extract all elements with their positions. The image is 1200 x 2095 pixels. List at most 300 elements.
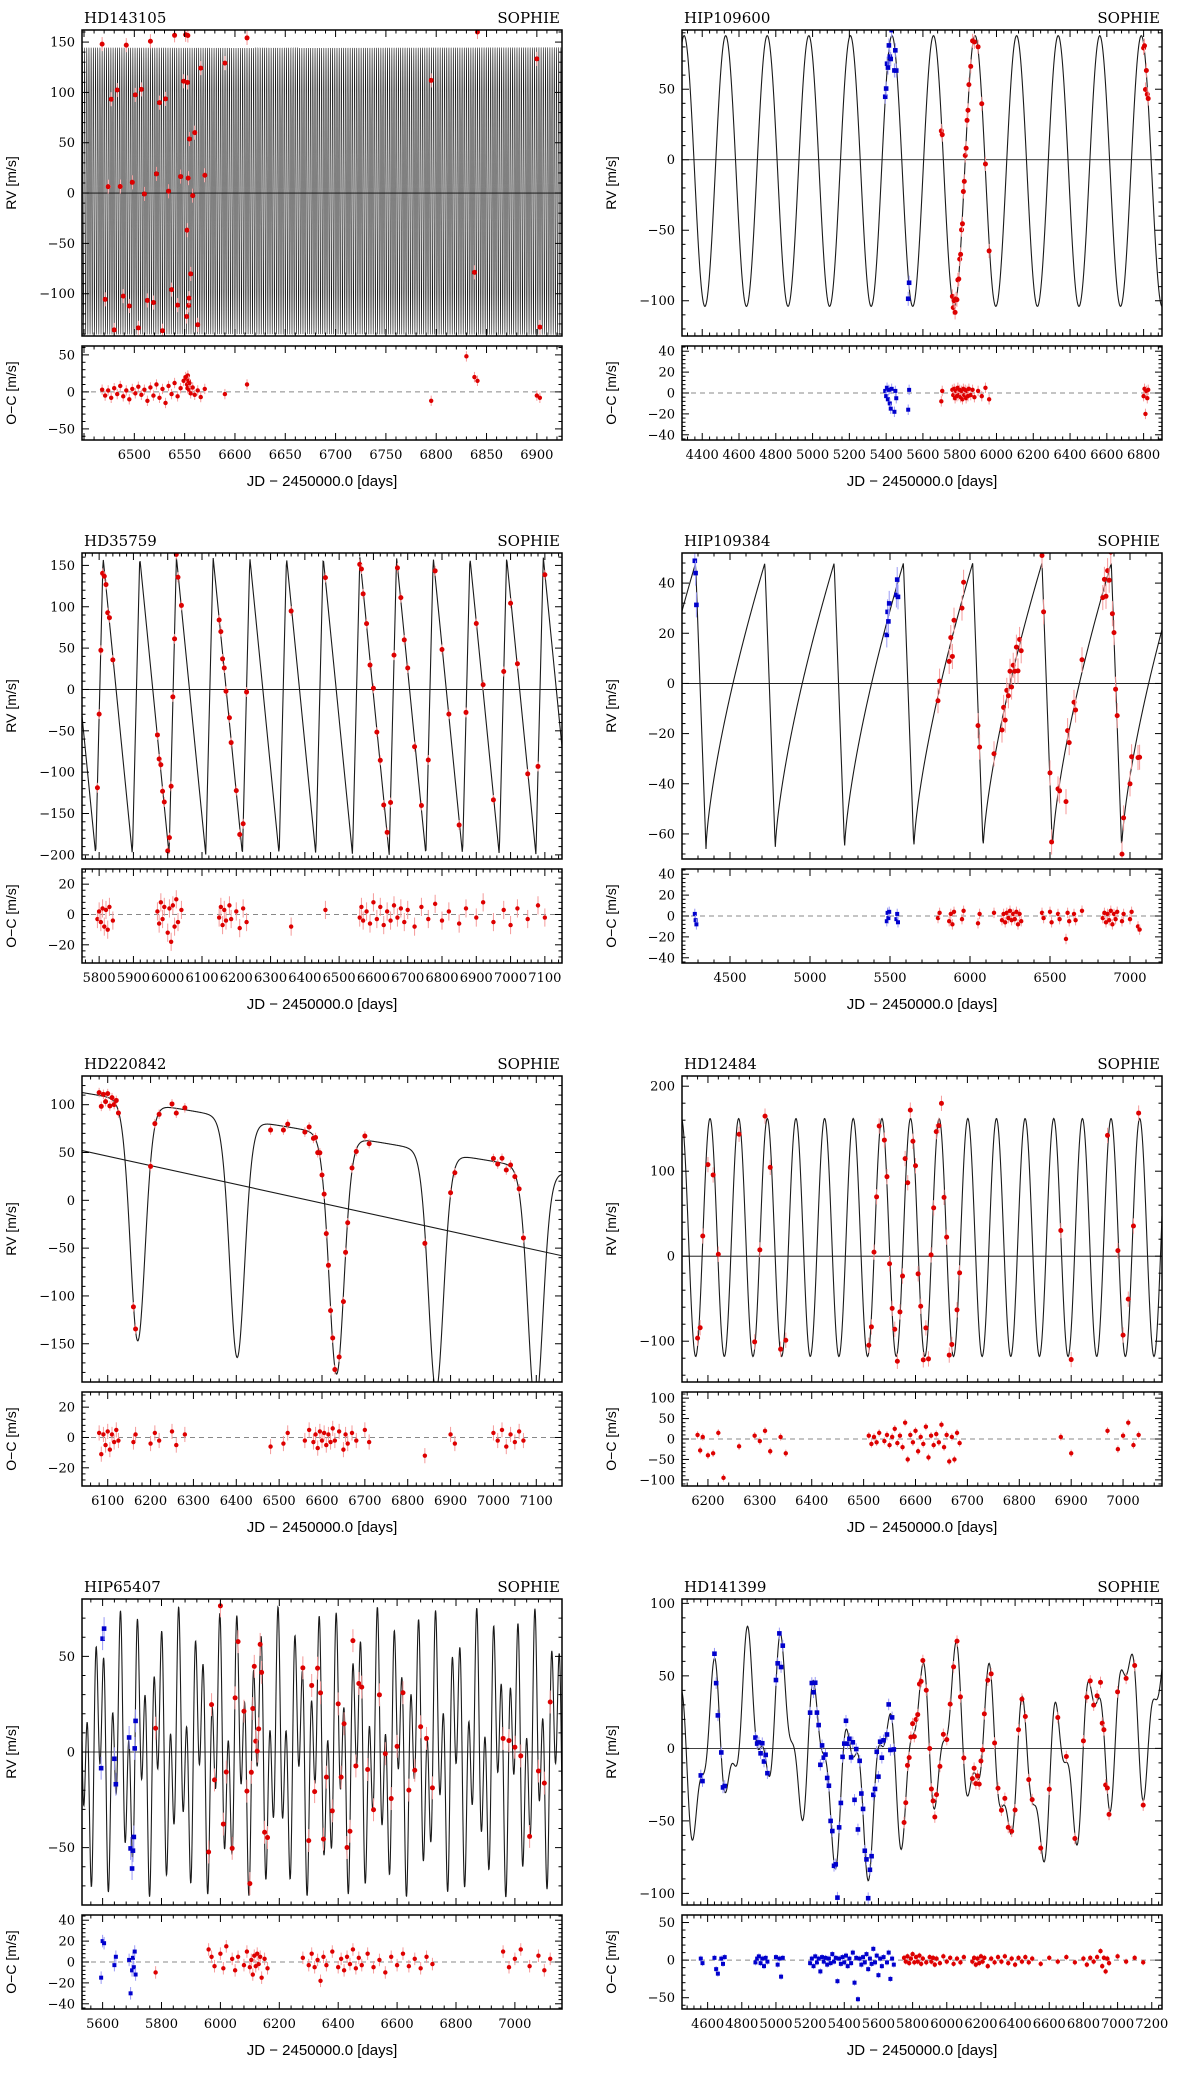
rv-point <box>825 1776 830 1781</box>
rv-point <box>534 56 539 61</box>
rv-point <box>422 1241 427 1246</box>
rv-point <box>133 1719 138 1724</box>
rv-point <box>866 1896 871 1901</box>
oc-point <box>1103 1969 1107 1973</box>
rv-point <box>712 1651 717 1656</box>
oc-point <box>886 916 890 920</box>
star-name: HD12484 <box>684 1055 757 1073</box>
oc-point <box>118 384 122 388</box>
rv-point <box>100 42 105 47</box>
x-tick-label: 6600 <box>218 448 252 463</box>
oc-point <box>817 1957 821 1961</box>
rv-point <box>345 1845 350 1850</box>
rv-main-plot <box>39 0 562 338</box>
oc-point <box>163 401 167 405</box>
rv-point <box>268 1128 273 1133</box>
rv-point <box>328 1308 333 1313</box>
rv-point <box>864 1857 869 1862</box>
rv-point <box>1002 1796 1007 1801</box>
rv-point <box>230 1846 235 1851</box>
oc-point <box>474 915 478 919</box>
rv-point <box>244 690 249 695</box>
rv-point <box>424 1736 429 1741</box>
oc-point <box>887 1951 891 1955</box>
oc-point <box>721 1962 725 1966</box>
rv-point <box>112 1756 117 1761</box>
rv-point <box>321 1837 326 1842</box>
rv-point <box>388 800 393 805</box>
oc-point <box>737 1444 741 1448</box>
oc-point <box>388 918 392 922</box>
y-tick-label: 0 <box>666 1432 675 1448</box>
x-tick-label: 5400 <box>827 2017 861 2032</box>
oc-point <box>880 1964 884 1968</box>
oc-point <box>127 1958 131 1962</box>
rv-point <box>236 1639 241 1644</box>
rv-point <box>1105 1133 1110 1138</box>
y-tick-label: −50 <box>647 1814 675 1830</box>
oc-point <box>893 1427 897 1431</box>
x-tick-label: 6500 <box>847 1494 881 1509</box>
rv-point <box>979 101 984 106</box>
oc-point <box>961 909 965 913</box>
oc-data-points <box>883 383 1150 420</box>
oc-data-points <box>95 890 547 951</box>
rv-point <box>1047 1787 1052 1792</box>
y-tick-label: −100 <box>639 1886 675 1902</box>
rv-point <box>198 66 203 71</box>
y-tick-label: 0 <box>66 1745 75 1761</box>
rv-point <box>931 1205 936 1210</box>
oc-residual-plot <box>48 346 562 440</box>
rv-point <box>247 1881 252 1886</box>
rv-point <box>774 1678 779 1683</box>
rv-point <box>705 1162 710 1167</box>
oc-point <box>265 1966 269 1970</box>
y-tick-label: −20 <box>47 1976 75 1992</box>
star-name: HD143105 <box>84 9 167 27</box>
rv-point <box>1120 852 1125 857</box>
oc-point <box>321 1955 325 1959</box>
x-tick-label: 6200 <box>691 1494 725 1509</box>
rv-point <box>252 1664 257 1669</box>
rv-point <box>103 297 108 302</box>
oc-point <box>723 1955 727 1959</box>
oc-point <box>538 396 542 400</box>
rv-point <box>1016 1727 1021 1732</box>
oc-point <box>383 1970 387 1974</box>
oc-point <box>241 906 245 910</box>
oc-point <box>183 1432 187 1436</box>
rv-point <box>1003 718 1008 723</box>
rv-point <box>326 1263 331 1268</box>
rv-point <box>888 57 893 62</box>
rv-point <box>913 1163 918 1168</box>
oc-point <box>336 1965 340 1969</box>
star-name: HIP65407 <box>84 1578 161 1596</box>
x-axis-label: JD − 2450000.0 [days] <box>246 996 398 1013</box>
rv-point <box>176 575 181 580</box>
rv-point <box>918 1304 923 1309</box>
rv-point <box>102 1626 107 1631</box>
rv-point <box>515 661 520 666</box>
oc-point <box>155 909 159 913</box>
y-tick-label: 20 <box>658 626 675 642</box>
oc-point <box>762 1964 766 1968</box>
oc-point <box>1057 917 1061 921</box>
rv-point <box>960 606 965 611</box>
oc-point <box>866 1967 870 1971</box>
y-tick-label: 150 <box>50 35 75 51</box>
oc-point <box>219 905 223 909</box>
oc-point <box>328 1440 332 1444</box>
rv-point <box>953 310 958 315</box>
oc-residual-plot <box>48 869 562 963</box>
rv-point <box>903 1800 908 1805</box>
oc-point <box>951 1962 955 1966</box>
rv-point <box>118 184 123 189</box>
oc-residual-plot <box>648 1915 1162 2009</box>
oc-point <box>313 1432 317 1436</box>
y-tick-label: 0 <box>66 186 75 202</box>
rv-point <box>1110 611 1115 616</box>
y-tick-label: 0 <box>66 1430 75 1446</box>
x-tick-labels <box>686 448 1160 463</box>
oc-point <box>112 386 116 390</box>
rv-point <box>830 1829 835 1834</box>
rv-point <box>170 694 175 699</box>
oc-point <box>502 908 506 912</box>
oc-point <box>776 1963 780 1967</box>
oc-point <box>129 1991 133 1995</box>
y-tick-label: 0 <box>666 909 675 925</box>
rv-point <box>392 653 397 658</box>
oc-point <box>1080 909 1084 913</box>
y-tick-label: −40 <box>647 777 675 793</box>
rv-point <box>1145 92 1150 97</box>
oc-point <box>711 1451 715 1455</box>
oc-point <box>870 1962 874 1966</box>
rv-point <box>405 666 410 671</box>
x-tick-labels <box>713 971 1146 986</box>
rv-point <box>1026 1777 1031 1782</box>
oc-point <box>768 1449 772 1453</box>
oc-point <box>99 1452 103 1456</box>
x-tick-label: 6600 <box>356 971 390 986</box>
oc-point <box>527 1964 531 1968</box>
oc-point <box>941 1954 945 1958</box>
oc-point <box>116 1438 120 1442</box>
rv-point <box>343 1250 348 1255</box>
rv-point <box>233 1695 238 1700</box>
rv-point <box>1048 770 1053 775</box>
rv-point <box>1080 657 1085 662</box>
rv-point <box>542 1781 547 1786</box>
oc-point <box>114 1955 118 1959</box>
rv-point <box>833 1862 838 1867</box>
oc-point <box>169 392 173 396</box>
rv-point <box>942 1195 947 1200</box>
oc-point <box>926 1455 930 1459</box>
oc-point <box>233 1968 237 1972</box>
rv-point <box>374 730 379 735</box>
rv-point <box>116 1111 121 1116</box>
oc-point <box>508 1432 512 1436</box>
rv-point <box>763 1753 768 1758</box>
oc-point <box>513 1957 517 1961</box>
rv-point <box>178 174 183 179</box>
y-tick-label: −100 <box>639 294 675 310</box>
oc-point <box>888 1977 892 1981</box>
instrument-label: SOPHIE <box>497 1578 560 1596</box>
oc-point <box>1059 1435 1063 1439</box>
rv-point <box>412 1768 417 1773</box>
y-tick-label: 0 <box>666 1741 675 1757</box>
y-tick-label: −50 <box>647 1991 675 2007</box>
rv-point <box>151 300 156 305</box>
rv-point <box>162 800 167 805</box>
rv-point <box>312 1789 317 1794</box>
oc-point <box>447 909 451 913</box>
rv-point <box>495 1162 500 1167</box>
rv-point <box>105 1091 110 1096</box>
oc-point <box>854 1956 858 1960</box>
oc-point <box>365 1951 369 1955</box>
rv-point <box>430 1785 435 1790</box>
rv-point <box>1014 645 1019 650</box>
oc-point <box>401 1951 405 1955</box>
rv-point <box>256 1726 261 1731</box>
rv-point <box>948 1702 953 1707</box>
oc-point <box>224 1944 228 1948</box>
rv-point <box>698 1325 703 1330</box>
oc-point <box>972 395 976 399</box>
rv-point <box>322 1192 327 1197</box>
x-tick-labels <box>83 971 562 986</box>
oc-point <box>526 917 530 921</box>
oc-point <box>154 382 158 386</box>
rv-point <box>220 656 225 661</box>
oc-point <box>134 1973 138 1977</box>
rv-point <box>501 669 506 674</box>
oc-point <box>543 915 547 919</box>
oc-point <box>1143 412 1147 416</box>
rv-point <box>949 1342 954 1347</box>
y-tick-label: 50 <box>658 1412 675 1428</box>
oc-point <box>133 391 137 395</box>
oc-point <box>341 1447 345 1451</box>
rv-point <box>876 1774 881 1779</box>
x-tick-label: 6100 <box>91 1494 125 1509</box>
oc-point <box>371 1965 375 1969</box>
y-tick-label: 100 <box>50 1098 75 1114</box>
rv-point <box>368 663 373 668</box>
oc-point <box>429 399 433 403</box>
oc-point <box>542 1968 546 1972</box>
rv-main-plot <box>639 1597 1162 1905</box>
rv-point <box>887 1261 892 1266</box>
oc-point <box>1006 1961 1010 1965</box>
oc-frame <box>82 346 562 440</box>
rv-point <box>527 1834 532 1839</box>
oc-point <box>716 1972 720 1976</box>
rv-point <box>926 1356 931 1361</box>
oc-data-points <box>100 351 542 408</box>
rv-point <box>937 1764 942 1769</box>
oc-point <box>160 917 164 921</box>
oc-point <box>375 917 379 921</box>
oc-point <box>1003 1954 1007 1958</box>
rv-point <box>508 1162 513 1167</box>
rv-point <box>976 44 981 49</box>
rv-point <box>517 1186 522 1191</box>
oc-point <box>209 1955 213 1959</box>
oc-point <box>712 1956 716 1960</box>
rv-point <box>464 1 469 6</box>
oc-point <box>312 1965 316 1969</box>
rv-point <box>839 1801 844 1806</box>
x-tick-label: 6200 <box>134 1494 168 1509</box>
rv-point <box>960 221 965 226</box>
rv-point <box>895 577 900 582</box>
rv-point <box>157 1112 162 1117</box>
oc-axis-ticks <box>639 1392 1162 1489</box>
oc-point <box>402 920 406 924</box>
y-tick-label: −20 <box>47 1461 75 1477</box>
rv-point <box>923 1325 928 1330</box>
oc-point <box>426 917 430 921</box>
y-tick-label: 50 <box>58 136 75 152</box>
oc-point <box>286 1431 290 1435</box>
oc-point <box>1027 1960 1031 1964</box>
oc-point <box>229 917 233 921</box>
rv-point <box>856 1827 861 1832</box>
rv-point <box>849 1755 854 1760</box>
y-tick-label: −50 <box>47 236 75 252</box>
rv-point <box>250 1706 255 1711</box>
rv-point <box>446 712 451 717</box>
oc-point <box>867 1434 871 1438</box>
oc-point <box>307 1428 311 1432</box>
x-tick-label: 6650 <box>268 448 302 463</box>
oc-point <box>820 1955 824 1959</box>
rv-point <box>1121 1333 1126 1338</box>
rv-point <box>136 325 141 330</box>
y-tick-label: 150 <box>50 558 75 574</box>
y-tick-label: 50 <box>58 1649 75 1665</box>
rv-point <box>512 1745 517 1750</box>
rv-point <box>886 619 891 624</box>
rv-point <box>365 1767 370 1772</box>
oc-point <box>521 1438 525 1442</box>
rv-point <box>996 1786 1001 1791</box>
rv-point <box>518 1753 523 1758</box>
rv-point <box>894 68 899 73</box>
oc-point <box>501 1949 505 1953</box>
rv-point <box>866 1343 871 1348</box>
model-curve <box>682 1119 1162 1357</box>
oc-point <box>874 1440 878 1444</box>
oc-point <box>148 385 152 389</box>
rv-point <box>958 1694 963 1699</box>
rv-point <box>157 100 162 105</box>
oc-point <box>448 1432 452 1436</box>
rv-frame <box>682 1599 1162 1905</box>
rv-point <box>359 1685 364 1690</box>
oc-point <box>1064 937 1068 941</box>
rv-point <box>1095 1693 1100 1698</box>
x-tick-label: 5600 <box>906 448 940 463</box>
x-tick-label: 5200 <box>793 2017 827 2032</box>
rv-point <box>929 1786 934 1791</box>
oc-point <box>962 1955 966 1959</box>
oc-point <box>389 1955 393 1959</box>
rv-point <box>353 1763 358 1768</box>
oc-point <box>536 1954 540 1958</box>
oc-point <box>151 393 155 397</box>
oc-point <box>1065 911 1069 915</box>
oc-point <box>97 1431 101 1435</box>
rv-point <box>937 679 942 684</box>
oc-point <box>1013 1962 1017 1966</box>
rv-point <box>815 1710 820 1715</box>
x-tick-label: 6850 <box>469 448 504 463</box>
oc-point <box>363 1428 367 1432</box>
y-tick-label: 40 <box>58 1913 75 1929</box>
rv-point <box>693 558 698 563</box>
oc-point <box>868 1957 872 1961</box>
rv-point <box>892 1327 897 1332</box>
rv-point <box>188 271 193 276</box>
oc-residual-plot <box>639 1392 1162 1489</box>
rv-point <box>978 1759 983 1764</box>
rv-point <box>966 82 971 87</box>
rv-point <box>929 1252 934 1257</box>
oc-residual-plot <box>48 1392 562 1486</box>
oc-point <box>778 1435 782 1439</box>
x-tick-label: 5000 <box>793 971 827 986</box>
y-tick-label: −50 <box>47 422 75 438</box>
oc-point <box>262 1957 266 1961</box>
oc-point <box>187 381 191 385</box>
rv-point <box>932 1815 937 1820</box>
oc-point <box>500 1428 504 1432</box>
rv-point <box>886 1702 891 1707</box>
rv-y-axis-label: RV [m/s] <box>3 1202 19 1256</box>
rv-point <box>1128 781 1133 786</box>
oc-point <box>1069 1451 1073 1455</box>
rv-point <box>999 1808 1004 1813</box>
oc-point <box>758 1439 762 1443</box>
oc-point <box>301 1956 305 1960</box>
oc-point <box>950 922 954 926</box>
rv-point <box>859 1791 864 1796</box>
rv-point <box>1102 577 1107 582</box>
rv-point <box>406 1788 411 1793</box>
oc-point <box>174 1443 178 1447</box>
oc-y-axis-label: O−C [m/s] <box>3 361 19 425</box>
rv-point <box>811 1690 816 1695</box>
rv-point <box>977 745 982 750</box>
oc-point <box>992 1960 996 1964</box>
rv-point <box>985 1678 990 1683</box>
rv-point <box>130 180 135 185</box>
x-tick-label: 6400 <box>998 2017 1032 2032</box>
oc-point <box>238 926 242 930</box>
x-tick-label: 6000 <box>151 971 185 986</box>
rv-point <box>1105 1786 1110 1791</box>
oc-point <box>952 910 956 914</box>
